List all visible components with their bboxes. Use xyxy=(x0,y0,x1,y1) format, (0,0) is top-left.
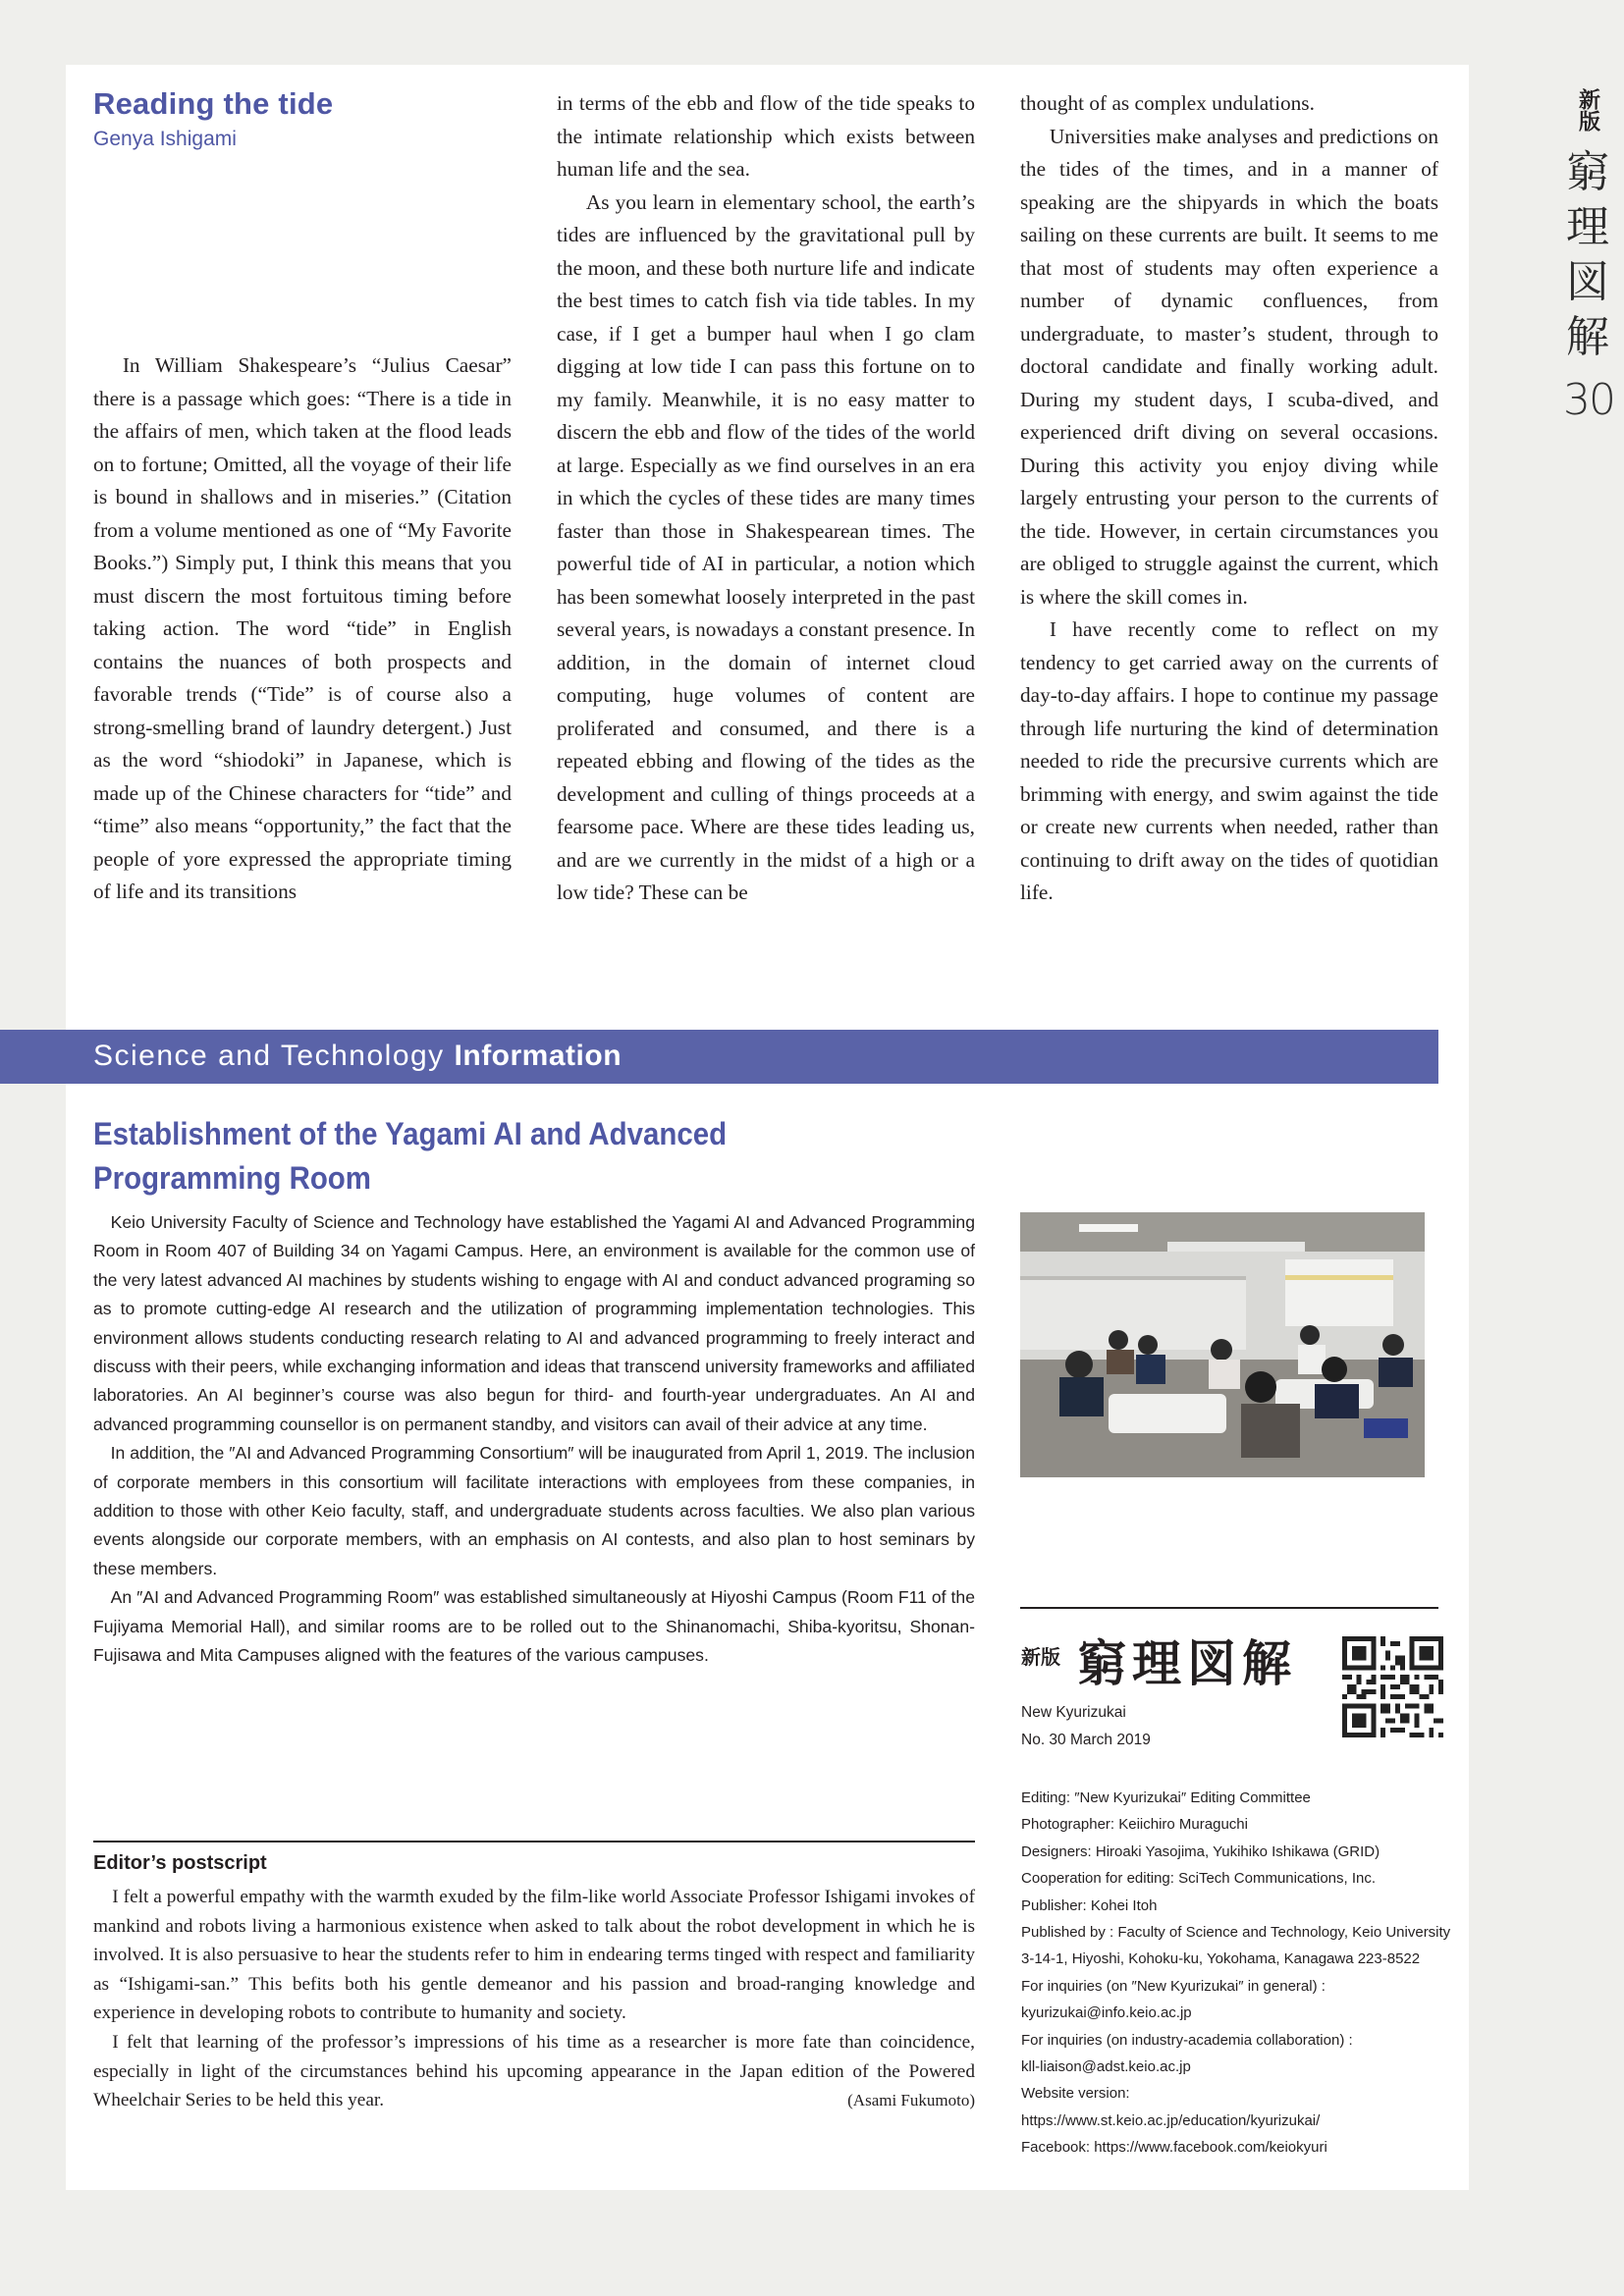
essay-column-3 xyxy=(1020,87,1438,910)
colophon-credits xyxy=(1021,1785,1450,2162)
colophon-logo-small: 新版 xyxy=(1021,1647,1060,1669)
side-masthead xyxy=(1563,88,1612,425)
article-title-line: Establishment of the Yagami AI and Advanced xyxy=(93,1116,728,1151)
article-paragraph: In addition, the ″AI and Advanced Programming Consortium″ will be inaugurated from April 1, 2019. The inclusion of corporate members in this consortium will facilitate interactions with employees from these companies, in addition to those with other Keio faculty, staff, and undergraduate students across faculties. We also plan various events alongside our corporate members, with an emphasis on AI contests, and also plan to host seminars by these members. xyxy=(93,1443,975,1578)
credit-line: For inquiries (on industry-academia collaboration) : xyxy=(1021,2031,1353,2049)
classroom-photo-image xyxy=(1020,1212,1425,1477)
side-title-char: 窮 xyxy=(1566,147,1609,197)
qr-code-graphic xyxy=(1342,1636,1443,1737)
essay-column-2 xyxy=(557,87,975,910)
credit-line: Cooperation for editing: SciTech Communications, Inc. xyxy=(1021,1870,1377,1888)
banner-label-bold: Information xyxy=(454,1040,623,1072)
section-banner xyxy=(0,1030,1438,1084)
postscript-body xyxy=(93,1883,975,2115)
essay-paragraph: thought of as complex undulations. xyxy=(1020,91,1315,115)
colophon-logo: 窮理図解 xyxy=(1077,1636,1297,1691)
credit-line: Published by : Faculty of Science and Technology, Keio University xyxy=(1021,1924,1451,1942)
article-title-line: Programming Room xyxy=(93,1160,371,1196)
side-masthead-small-label xyxy=(1563,88,1612,132)
postscript-paragraph: I felt a powerful empathy with the warmth exuded by the film-like world Associate Professor Ishigami invokes of mankind and robots living a harmonious existence when asked to talk about the robot development in which he is involved. It is also persuasive to hear the students refer to him in endearing terms tinged with respect and familiarity as “Ishigami-san.” This befits both his gentle demeanor and his passion and broad-ranging knowledge and experience in developing robots to contribute to humanity and society. xyxy=(93,1887,975,2024)
classroom-photo xyxy=(1020,1212,1425,1477)
credit-line: For inquiries (on ″New Kyurizukai″ in general) : xyxy=(1021,1977,1326,1995)
postscript-divider xyxy=(93,1841,975,1842)
article-paragraph: Keio University Faculty of Science and Technology have established the Yagami AI and Advanced Programming Room in Room 407 of Building 34 on Yagami Campus. Here, an environment is available for the common use of the very latest advanced AI machines by students wishing to engage with AI and conduct advanced programing so as to promote cutting-edge AI research and the utilization of programming implementation technologies. This environment allows students conducting research relating to AI and advanced programming to freely interact and discuss with their peers, while exchanging information and ideas that transcend university frameworks and affiliated laboratories. An AI beginner’s course was also begun for third- and fourth-year undergraduates. An AI and advanced programming counsellor is on permanent standby, and visitors can avail of their advice at any time. xyxy=(93,1212,975,1434)
colophon-divider xyxy=(1020,1607,1438,1609)
credit-line: Photographer: Keiichiro Muraguchi xyxy=(1021,1816,1248,1834)
essay-title: Reading the tide xyxy=(93,86,334,121)
side-issue-number: 30 xyxy=(1563,375,1614,425)
essay-paragraph: Universities make analyses and predictions on the tides of the times, and in a manner of speaking are the shipyards in which the boats sailing on these currents are built. It seems to me that most of students may often experience a number of dynamic confluences, from undergraduate, to master’s student, through to doctoral candidate and finally working adult. During my student days, I scuba-dived, and experienced drift diving on several occasions. During this activity you enjoy diving while largely entrusting your person to the currents of the tide. However, in certain circumstances you are obliged to struggle against the current, which is where the skill comes in. xyxy=(1020,124,1438,609)
postscript-heading: Editor’s postscript xyxy=(93,1852,267,1874)
banner-label-regular: Science and Technology xyxy=(93,1040,445,1072)
article-paragraph: An ″AI and Advanced Programming Room″ was established simultaneously at Hiyoshi Campus (Room F11 of the Fujiyama Memorial Hall), and similar rooms are to be rolled out to the Shinanomachi, Shiba-kyoritsu, Shonan-Fujisawa and Mita Campuses aligned with the features of the various campuses. xyxy=(93,1587,975,1666)
essay-paragraph: in terms of the ebb and flow of the tide speaks to the intimate relationship which exists between human life and the sea. xyxy=(557,91,975,181)
colophon-publication-name: New Kyurizukai xyxy=(1021,1704,1126,1721)
article-title xyxy=(93,1112,816,1201)
credit-line: Editing: ″New Kyurizukai″ Editing Committee xyxy=(1021,1789,1311,1806)
article-body xyxy=(93,1208,975,1671)
email-link[interactable]: kyurizukai@info.keio.ac.jp xyxy=(1021,2004,1192,2022)
side-small-text: 新版 xyxy=(1575,88,1600,132)
essay-paragraph: In William Shakespeare’s “Julius Caesar” there is a passage which goes: “There is a tide in the affairs of men, which taken at the flood leads on to fortune; Omitted, all the voyage of their life is bound in shallows and in miseries.” (Citation from a volume mentioned as one of “My Favorite Books.”) Simply put, I think this means that you must discern the most fortuitous timing before taking action. The word “tide” in English contains the nuances of both prospects and favorable trends (“Tide” is of course also a strong-smelling brand of laundry detergent.) Just as the word “shiodoki” in Japanese, which is made up of the Chinese characters for “tide” and “time” also means “opportunity,” the fact that the people of yore expressed the appropriate timing of life and its transitions xyxy=(93,353,512,903)
colophon-issue: No. 30 March 2019 xyxy=(1021,1732,1151,1748)
facebook-link[interactable]: Facebook: https://www.facebook.com/keiokyuri xyxy=(1021,2139,1327,2157)
email-link[interactable]: kll-liaison@adst.keio.ac.jp xyxy=(1021,2058,1191,2076)
qr-code-icon[interactable] xyxy=(1342,1636,1443,1737)
website-link[interactable]: https://www.st.keio.ac.jp/education/kyurizukai/ xyxy=(1021,2111,1321,2129)
side-masthead-title xyxy=(1563,145,1612,365)
postscript-signature: (Asami Fukumoto) xyxy=(847,2091,975,2110)
side-title-char: 理 xyxy=(1566,202,1609,252)
postscript-paragraph-text: I felt that learning of the professor’s impressions of his time as a researcher is more fate than coincidence, especially in light of the circumstances behind his upcoming appearance in the Japan edition of the Powered Wheelchair Series to be held this year. xyxy=(93,2031,975,2111)
credit-line: Designers: Hiroaki Yasojima, Yukihiko Ishikawa (GRID) xyxy=(1021,1842,1380,1860)
side-title-char: 図 xyxy=(1566,257,1609,307)
side-title-char: 解 xyxy=(1566,312,1609,362)
credit-line: Publisher: Kohei Itoh xyxy=(1021,1896,1158,1914)
credit-line: 3-14-1, Hiyoshi, Kohoku-ku, Yokohama, Kanagawa 223-8522 xyxy=(1021,1950,1421,1968)
essay-paragraph: I have recently come to reflect on my tendency to get carried away on the currents of day-to-day affairs. I hope to continue my passage through life nurturing the kind of determination needed to ride the precursive currents which are brimming with energy, and swim against the tide or create new currents when needed, rather than continuing to drift away on the tides of quotidian life. xyxy=(1020,617,1438,904)
section-banner-label xyxy=(93,1040,622,1073)
essay-author: Genya Ishigami xyxy=(93,128,237,150)
credit-line: Website version: xyxy=(1021,2085,1130,2103)
essay-paragraph: As you learn in elementary school, the earth’s tides are influenced by the gravitational pull by the moon, and these both nurture life and indicate the best times to catch fish via tide tables. In my case, if I get a bumper haul when I go clam digging at low tide I can pass this fortune on to my family. Meanwhile, it is no easy matter to discern the ebb and flow of the tides of the world at large. Especially as we find ourselves in an era in which the cycles of these tides are many times faster than those in Shakespearean times. The powerful tide of AI in particular, a notion which has been somewhat loosely interpreted in the past several years, is nowadays a constant presence. In addition, in the domain of internet cloud computing, huge volumes of content are proliferated and consumed, and there is a repeated ebbing and flowing of the tides as the development and culling of things proceeds at a fearsome pace. Where are these tides leading us, and are we currently in the midst of a high or a low tide? These can be xyxy=(557,189,975,904)
postscript-paragraph xyxy=(93,2028,975,2115)
essay-column-1 xyxy=(93,349,512,909)
